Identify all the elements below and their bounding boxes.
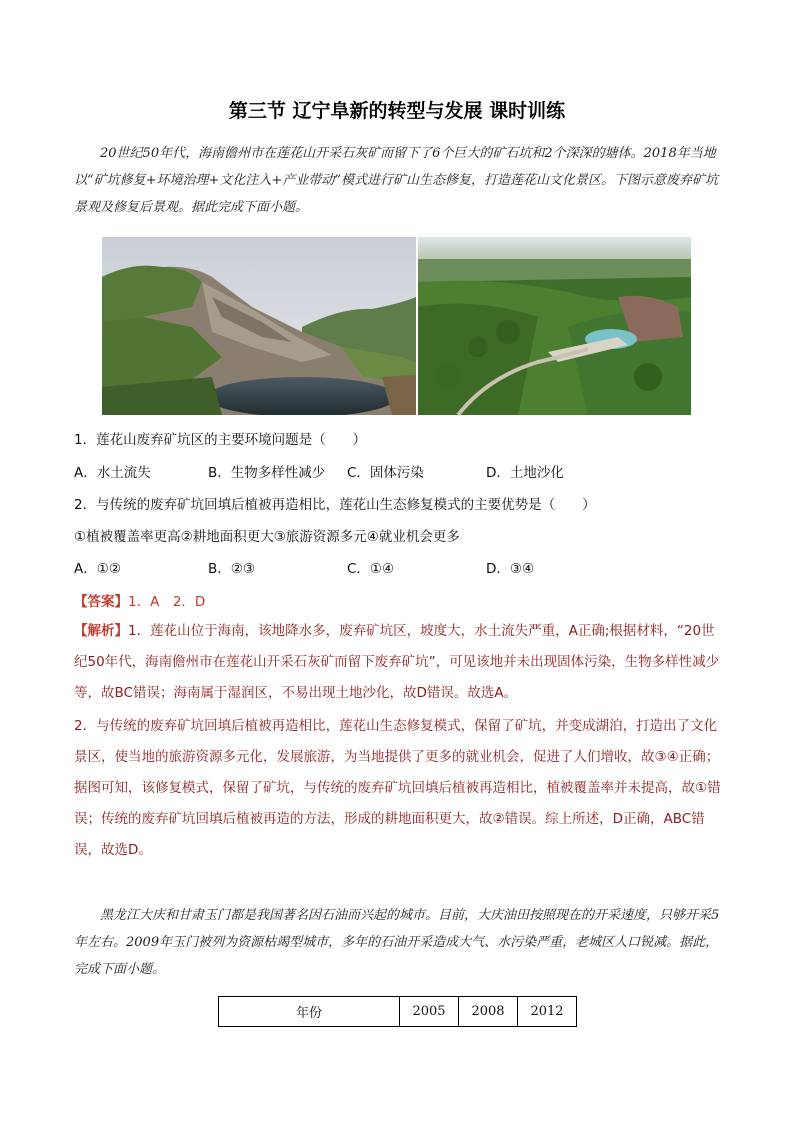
- q2-option-d: D．③④: [486, 561, 535, 577]
- table-cell-year: 2008: [459, 997, 518, 1027]
- question-1-stem: 1．莲花山废弃矿坑区的主要环境问题是（ ）: [74, 432, 367, 448]
- q2-option-a: A．①②: [74, 561, 121, 577]
- table-cell-year: 2005: [400, 997, 459, 1027]
- intro-paragraph-2: 黑龙江大庆和甘肃玉门都是我国著名因石油而兴起的城市。目前，大庆油田按照现在的开采速度，只够开采5年左右。2009年玉门被列为资源枯竭型城市，多年的石油开采造成大气、水污染严重，老城区人口锐减。据此，完成下面小题。: [74, 908, 720, 977]
- q2-option-b: B．②③: [208, 561, 255, 577]
- q1-option-d: D．土地沙化: [486, 465, 564, 481]
- answer-line: [74, 590, 205, 610]
- page-title: 第三节 辽宁阜新的转型与发展 课时训练: [228, 100, 566, 122]
- question-2-choices: ①植被覆盖率更高②耕地面积更大③旅游资源多元④就业机会更多: [74, 529, 460, 545]
- answer-label: 【答案】: [74, 594, 128, 610]
- explanation-text-1: 1．莲花山位于海南，该地降水多，废弃矿坑区，坡度大，水土流失严重，A正确;根据材料，“20世纪50年代，海南儋州市在莲花山开采石灰矿而留下废弃矿坑”，可见该地并未出现固体污染，生物多样性减少等，故BC错误；海南属于湿润区，不易出现土地沙化，故D错误。故选A。: [74, 623, 720, 701]
- q1-option-c: C．固体污染: [347, 465, 424, 481]
- table-row: [219, 997, 577, 1027]
- explanation-part-1: [74, 616, 724, 709]
- explanation-part-2: 2．与传统的废弃矿坑回填后植被再造相比，莲花山生态修复模式，保留了矿坑，并变成湖泊，打造出了文化景区，使当地的旅游资源多元化，发展旅游，为当地提供了更多的就业机会，促进了人们增收，故③④正确；据图可知，该修复模式，保留了矿坑，与传统的废弃矿坑回填后植被再造相比，植被覆盖率并未提高，故①错误；传统的废弃矿坑回填后植被再造的方法，形成的耕地面积更大，故②错误。综上所述，D正确，ABC错误，故选D。: [74, 718, 721, 858]
- answer-text: 1．A 2．D: [128, 594, 206, 610]
- q2-option-c: C．①④: [347, 561, 395, 577]
- intro-paragraph-1: 20世纪50年代，海南儋州市在莲花山开采石灰矿而留下了6个巨大的矿石坑和2个深深的塘体。2018年当地以“矿坑修复+环境治理+文化注入+产业带动”模式进行矿山生态修复，打造莲花山文化景区。下图示意废弃矿坑景观及修复后景观。据此完成下面小题。: [74, 146, 718, 215]
- restored-landscape-photo: [418, 237, 691, 415]
- table-cell-year: 2012: [518, 997, 577, 1027]
- question-2-stem: 2．与传统的废弃矿坑回填后植被再造相比，莲花山生态修复模式的主要优势是（ ）: [74, 497, 596, 513]
- table-header-year: 年份: [219, 997, 400, 1027]
- explanation-label: 【解析】: [74, 623, 128, 639]
- q1-option-b: B．生物多样性减少: [208, 465, 326, 481]
- year-table: [218, 996, 577, 1027]
- abandoned-pit-photo: [102, 237, 416, 415]
- q1-option-a: A．水土流失: [74, 465, 151, 481]
